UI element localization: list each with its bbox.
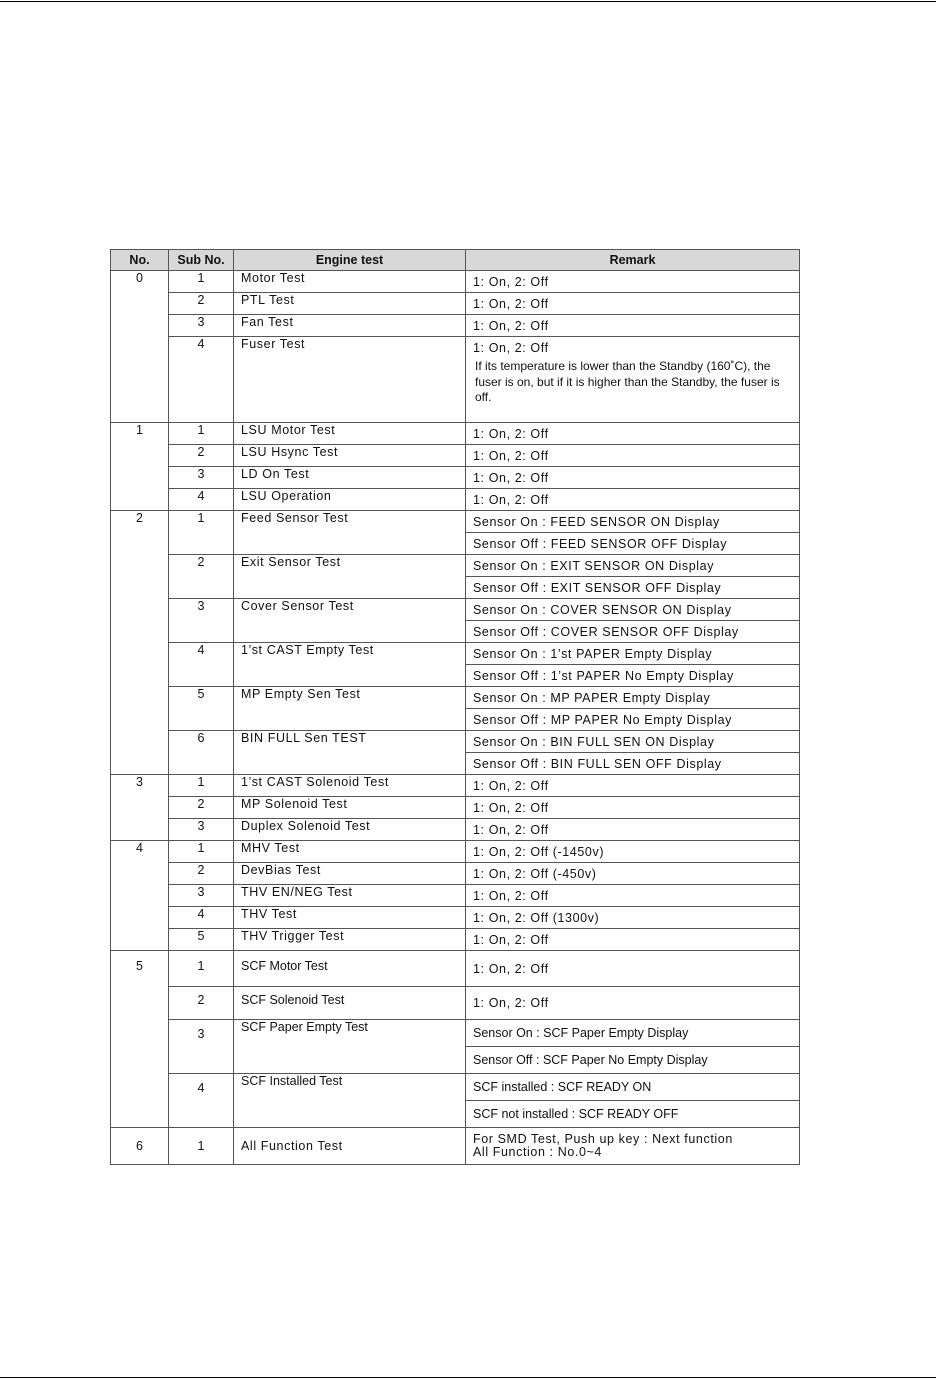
sub-no: 1 <box>169 423 234 445</box>
sub-no: 3 <box>169 599 234 643</box>
group-no: 3 <box>111 775 169 841</box>
remark: 1: On, 2: Off <box>466 293 800 315</box>
test-name: Cover Sensor Test <box>234 599 466 643</box>
test-name: LSU Operation <box>234 489 466 511</box>
remark: Sensor Off : MP PAPER No Empty Display <box>466 709 800 731</box>
sub-no: 1 <box>169 841 234 863</box>
group-no: 1 <box>111 423 169 511</box>
table-row <box>111 797 800 819</box>
table-row <box>111 599 800 621</box>
remark: Sensor On : EXIT SENSOR ON Display <box>466 555 800 577</box>
sub-no: 2 <box>169 555 234 599</box>
remark: 1: On, 2: Off <box>466 797 800 819</box>
table-row <box>111 511 800 533</box>
sub-no: 2 <box>169 987 234 1020</box>
remark: 1: On, 2: Off <box>466 423 800 445</box>
table-row <box>111 841 800 863</box>
table-row <box>111 731 800 753</box>
remark: 1: On, 2: Off <box>466 929 800 951</box>
remark <box>466 337 800 423</box>
table-row <box>111 987 800 1020</box>
test-name: MHV Test <box>234 841 466 863</box>
sub-no: 5 <box>169 687 234 731</box>
remark: 1: On, 2: Off <box>466 987 800 1020</box>
remark: 1: On, 2: Off (-1450v) <box>466 841 800 863</box>
engine-test-table <box>110 249 800 1165</box>
remark: Sensor On : 1’st PAPER Empty Display <box>466 643 800 665</box>
test-name: PTL Test <box>234 293 466 315</box>
test-name: THV Test <box>234 907 466 929</box>
group-no: 5 <box>111 951 169 1128</box>
remark: 1: On, 2: Off (-450v) <box>466 863 800 885</box>
remark: Sensor Off : 1’st PAPER No Empty Display <box>466 665 800 687</box>
test-name: SCF Paper Empty Test <box>234 1020 466 1074</box>
sub-no: 2 <box>169 445 234 467</box>
remark-line: For SMD Test, Push up key : Next function <box>473 1132 733 1146</box>
table-row <box>111 1074 800 1101</box>
test-name: THV Trigger Test <box>234 929 466 951</box>
remark <box>466 1128 800 1165</box>
table-row <box>111 819 800 841</box>
test-name: Fan Test <box>234 315 466 337</box>
remark: 1: On, 2: Off <box>466 489 800 511</box>
group-no: 2 <box>111 511 169 775</box>
remark: 1: On, 2: Off (1300v) <box>466 907 800 929</box>
table-row <box>111 1020 800 1047</box>
remark: SCF not installed : SCF READY OFF <box>466 1101 800 1128</box>
header-sub-no: Sub No. <box>169 250 234 271</box>
sub-no: 5 <box>169 929 234 951</box>
sub-no: 4 <box>169 489 234 511</box>
remark: 1: On, 2: Off <box>466 271 800 293</box>
fuser-note: If its temperature is lower than the Standby (160˚C), the fuser is on, but if it is higher than the Standby, the fuser is off. <box>475 359 780 404</box>
test-name: MP Solenoid Test <box>234 797 466 819</box>
sub-no: 1 <box>169 775 234 797</box>
remark: Sensor Off : FEED SENSOR OFF Display <box>466 533 800 555</box>
test-name: LSU Motor Test <box>234 423 466 445</box>
remark: Sensor Off : SCF Paper No Empty Display <box>466 1047 800 1074</box>
table-row <box>111 445 800 467</box>
table-row <box>111 643 800 665</box>
sub-no: 2 <box>169 863 234 885</box>
table-row <box>111 863 800 885</box>
group-no: 4 <box>111 841 169 951</box>
table-row <box>111 951 800 987</box>
sub-no: 6 <box>169 731 234 775</box>
test-name: 1’st CAST Solenoid Test <box>234 775 466 797</box>
table-row <box>111 337 800 423</box>
test-name: Motor Test <box>234 271 466 293</box>
table-row <box>111 555 800 577</box>
group-no: 0 <box>111 271 169 423</box>
test-name: LD On Test <box>234 467 466 489</box>
test-name: SCF Installed Test <box>234 1074 466 1128</box>
remark: 1: On, 2: Off <box>466 315 800 337</box>
page-bottom-rule <box>0 1377 936 1378</box>
remark: 1: On, 2: Off <box>466 951 800 987</box>
sub-no: 3 <box>169 467 234 489</box>
sub-no: 2 <box>169 797 234 819</box>
remark: Sensor Off : COVER SENSOR OFF Display <box>466 621 800 643</box>
remark: 1: On, 2: Off <box>466 885 800 907</box>
sub-no: 3 <box>169 315 234 337</box>
sub-no: 2 <box>169 293 234 315</box>
test-name: Duplex Solenoid Test <box>234 819 466 841</box>
table-row <box>111 293 800 315</box>
test-name: Exit Sensor Test <box>234 555 466 599</box>
remark: 1: On, 2: Off <box>466 467 800 489</box>
table-row <box>111 315 800 337</box>
test-name: THV EN/NEG Test <box>234 885 466 907</box>
remark: 1: On, 2: Off <box>466 775 800 797</box>
remark: 1: On, 2: Off <box>466 819 800 841</box>
remark: Sensor On : MP PAPER Empty Display <box>466 687 800 709</box>
test-name: LSU Hsync Test <box>234 445 466 467</box>
sub-no: 3 <box>169 1020 234 1074</box>
table-header-row <box>111 250 800 271</box>
remark: SCF installed : SCF READY ON <box>466 1074 800 1101</box>
sub-no: 3 <box>169 885 234 907</box>
header-remark: Remark <box>466 250 800 271</box>
table-row <box>111 423 800 445</box>
page-top-rule <box>0 1 936 2</box>
test-name: All Function Test <box>234 1128 466 1165</box>
remark: Sensor Off : BIN FULL SEN OFF Display <box>466 753 800 775</box>
table-row <box>111 687 800 709</box>
remark: Sensor On : BIN FULL SEN ON Display <box>466 731 800 753</box>
group-no: 6 <box>111 1128 169 1165</box>
remark: 1: On, 2: Off <box>466 445 800 467</box>
test-name: DevBias Test <box>234 863 466 885</box>
sub-no: 4 <box>169 643 234 687</box>
sub-no: 4 <box>169 337 234 423</box>
sub-no: 1 <box>169 951 234 987</box>
sub-no: 1 <box>169 511 234 555</box>
test-name: BIN FULL Sen TEST <box>234 731 466 775</box>
remark-line: All Function : No.0~4 <box>473 1145 602 1159</box>
table-row <box>111 929 800 951</box>
remark: Sensor Off : EXIT SENSOR OFF Display <box>466 577 800 599</box>
table-row <box>111 775 800 797</box>
remark: Sensor On : SCF Paper Empty Display <box>466 1020 800 1047</box>
sub-no: 1 <box>169 271 234 293</box>
header-no: No. <box>111 250 169 271</box>
table-row <box>111 1128 800 1165</box>
table-row <box>111 467 800 489</box>
test-name: SCF Solenoid Test <box>234 987 466 1020</box>
test-name: 1’st CAST Empty Test <box>234 643 466 687</box>
table-row <box>111 489 800 511</box>
test-name: MP Empty Sen Test <box>234 687 466 731</box>
test-name: Feed Sensor Test <box>234 511 466 555</box>
table-row <box>111 885 800 907</box>
remark-line: 1: On, 2: Off <box>473 341 549 355</box>
table-row <box>111 271 800 293</box>
sub-no: 4 <box>169 1074 234 1128</box>
table-row <box>111 907 800 929</box>
test-name: Fuser Test <box>234 337 466 423</box>
sub-no: 4 <box>169 907 234 929</box>
test-name: SCF Motor Test <box>234 951 466 987</box>
sub-no: 1 <box>169 1128 234 1165</box>
header-engine-test: Engine test <box>234 250 466 271</box>
remark: Sensor On : FEED SENSOR ON Display <box>466 511 800 533</box>
remark: Sensor On : COVER SENSOR ON Display <box>466 599 800 621</box>
sub-no: 3 <box>169 819 234 841</box>
